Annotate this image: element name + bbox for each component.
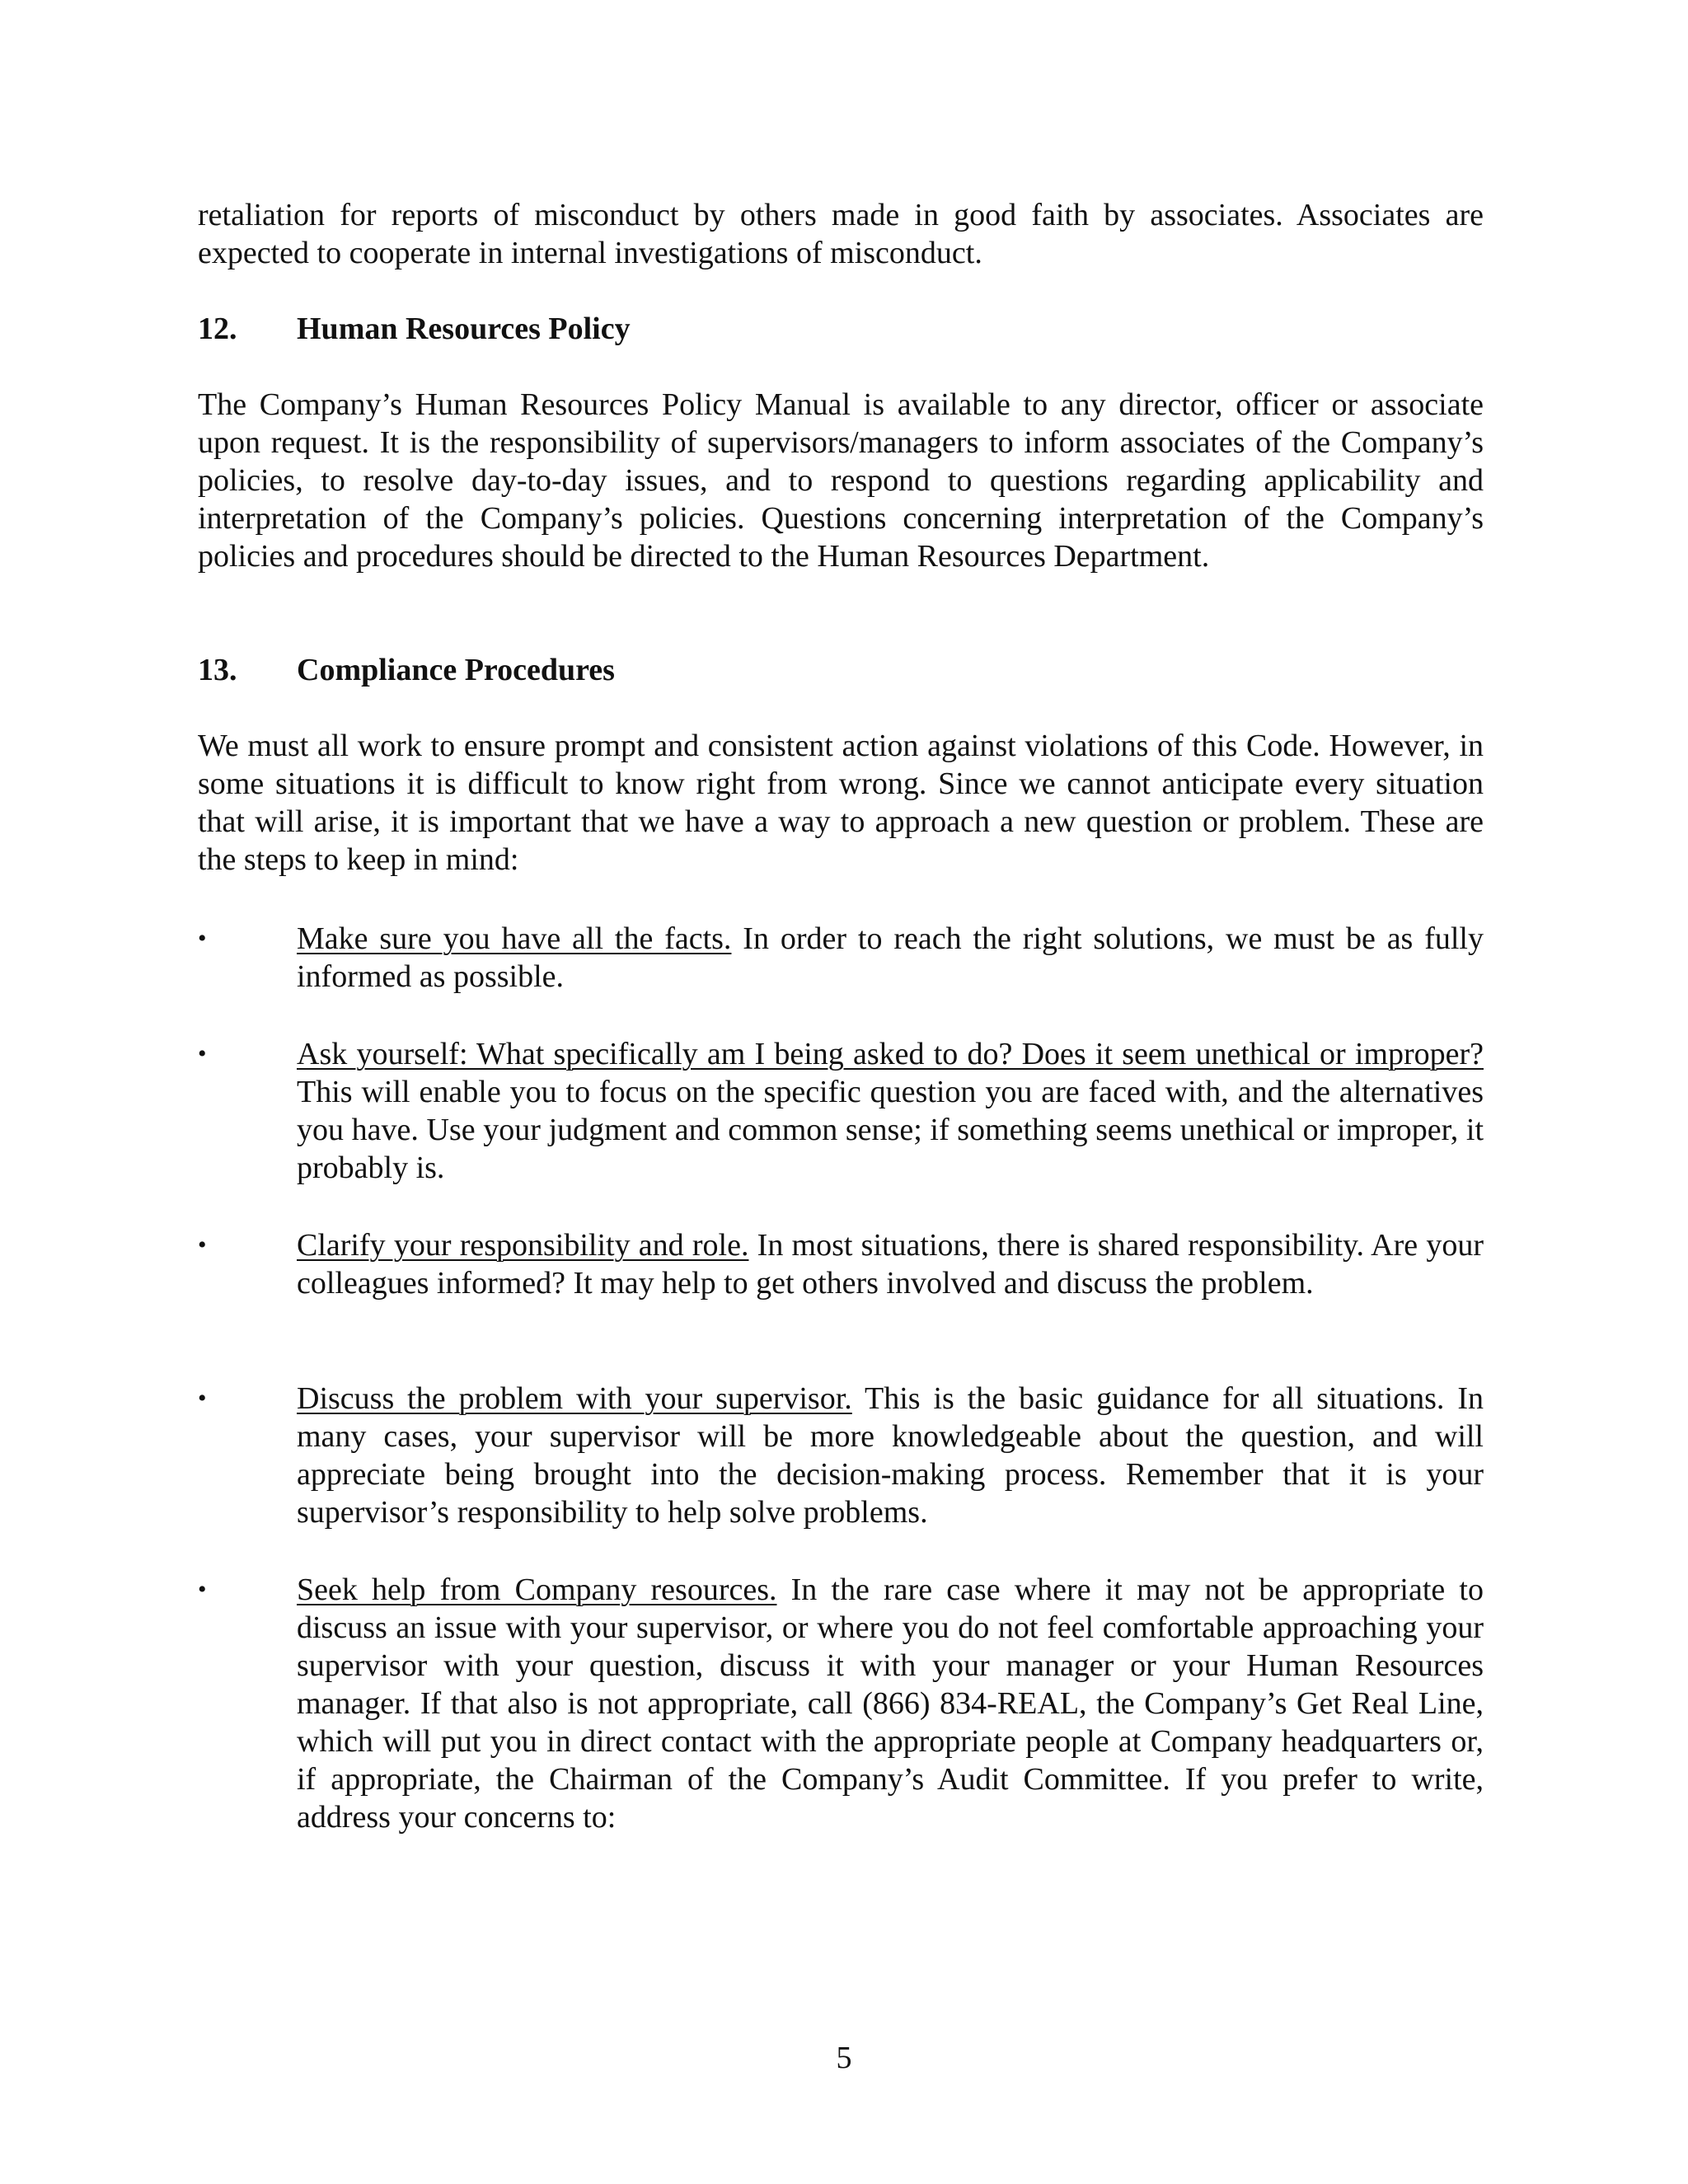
bullet-dot-icon: • xyxy=(198,925,207,952)
intro-paragraph: retaliation for reports of misconduct by others made in good faith by associates. Associates are expected to cooperate in internal investigations of misconduct. xyxy=(198,198,1484,270)
section-12-title: Human Resources Policy xyxy=(297,312,631,346)
bullet-dot-icon: • xyxy=(198,1231,207,1258)
bullet-item xyxy=(198,1226,1484,1302)
bullet-body: In most situations, there is shared responsibility. Are your colleagues informed? It may help to get others involved and discuss the problem. xyxy=(297,1228,1484,1301)
bullet-lead: Make sure you have all the facts. xyxy=(297,921,732,956)
bullet-item xyxy=(198,1035,1484,1187)
bullet-body: This will enable you to focus on the specific question you are faced with, and the alternatives you have. Use your judgment and common sense; if something seems unethical or improper, it probably is. xyxy=(297,1075,1484,1185)
section-13-title: Compliance Procedures xyxy=(297,653,615,687)
bullet-item xyxy=(198,1380,1484,1531)
page-number: 5 xyxy=(836,2041,852,2075)
bullet-dot-icon: • xyxy=(198,1576,207,1603)
bullet-item xyxy=(198,1571,1484,1836)
bullet-dot-icon: • xyxy=(198,1385,207,1412)
section-12-number: 12. xyxy=(198,312,237,346)
section-13-number: 13. xyxy=(198,653,237,687)
section-12-heading xyxy=(198,310,1484,348)
bullet-lead: Discuss the problem with your supervisor. xyxy=(297,1381,852,1416)
bullet-body: In order to reach the right solutions, we must be as fully informed as possible. xyxy=(297,921,1484,994)
bullet-item xyxy=(198,920,1484,996)
bullet-lead: Ask yourself: What specifically am I being asked to do? Does it seem unethical or improper? xyxy=(297,1037,1484,1071)
bullet-text xyxy=(297,1571,1484,1836)
bullet-text xyxy=(297,920,1484,996)
section-12-body: The Company’s Human Resources Policy Manual is available to any director, officer or associate upon request. It is the responsibility of supervisors/managers to inform associates of the Company’s policies, to resolve day-to-day issues, and to respond to questions regarding applicability and interpretation of the Company’s policies. Questions concerning interpretation of the Company’s policies and procedures should be directed to the Human Resources Department. xyxy=(198,387,1484,574)
bullet-body: This is the basic guidance for all situations. In many cases, your supervisor will be more knowledgeable about the question, and will appreciate being brought into the decision-making process. Remember that it is your supervisor’s responsibility to help solve problems. xyxy=(297,1381,1484,1530)
section-13-heading xyxy=(198,651,1484,689)
bullet-lead: Clarify your responsibility and role. xyxy=(297,1228,749,1263)
bullet-lead: Seek help from Company resources. xyxy=(297,1572,777,1607)
bullet-text xyxy=(297,1035,1484,1187)
bullet-dot-icon: • xyxy=(198,1040,207,1067)
section-13-body: We must all work to ensure prompt and consistent action against violations of this Code. However, in some situations it is difficult to know right from wrong. Since we cannot anticipate every situation that will arise, it is important that we have a way to approach a new question or problem. These are the steps to keep in mind: xyxy=(198,729,1484,877)
bullet-body: In the rare case where it may not be appropriate to discuss an issue with your supervisor, or where you do not feel comfortable approaching your supervisor with your question, discuss it with your manager or your Human Resources manager. If that also is not appropriate, call (866) 834-REAL, the Company’s Get Real Line, which will put you in direct contact with the appropriate people at Company headquarters or, if appropriate, the Chairman of the Company’s Audit Committee. If you prefer to write, address your concerns to: xyxy=(297,1572,1484,1835)
bullet-text xyxy=(297,1380,1484,1531)
bullet-text xyxy=(297,1226,1484,1302)
